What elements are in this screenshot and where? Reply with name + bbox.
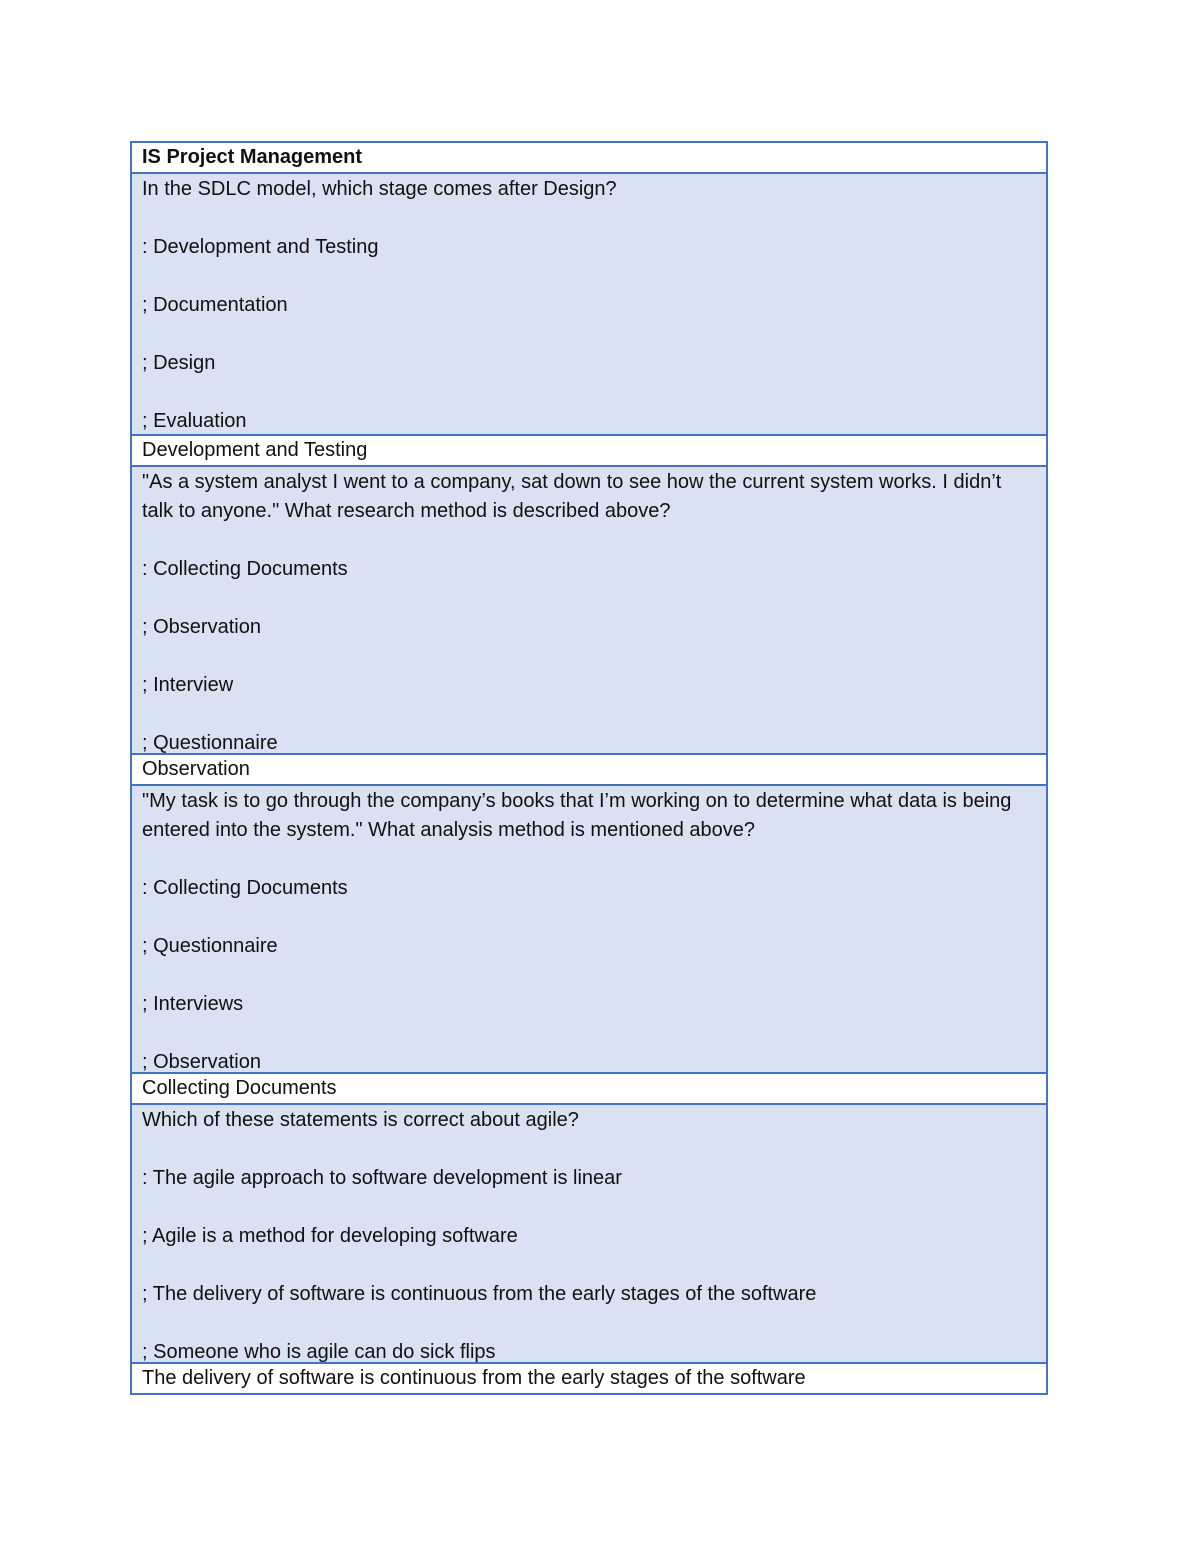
option-item: ; The delivery of software is continuous from the early stages of the software	[142, 1283, 817, 1305]
document-title: IS Project Management	[132, 143, 1046, 174]
question-text: "As a system analyst I went to a company, sat down to see how the current system works. I didn’t talk to anyone." What research method is described above?	[142, 471, 1002, 522]
answer-cell: Observation	[132, 755, 1046, 786]
option-item: ; Someone who is agile can do sick flips	[142, 1341, 496, 1363]
option-item: : Collecting Documents	[142, 558, 348, 580]
question-cell	[132, 1105, 1046, 1364]
option-item: ; Observation	[142, 1051, 261, 1073]
option-item: ; Agile is a method for developing software	[142, 1225, 518, 1247]
option-item: : The agile approach to software development is linear	[142, 1167, 622, 1189]
option-item: ; Design	[142, 352, 216, 374]
option-item: ; Questionnaire	[142, 935, 278, 957]
option-item: ; Documentation	[142, 294, 288, 316]
option-item: ; Interviews	[142, 993, 244, 1015]
quiz-table	[130, 141, 1048, 1395]
answer-cell: Development and Testing	[132, 436, 1046, 467]
option-item: : Development and Testing	[142, 236, 379, 258]
option-item: ; Interview	[142, 674, 234, 696]
question-cell	[132, 174, 1046, 436]
question-cell	[132, 786, 1046, 1074]
answer-cell: The delivery of software is continuous from the early stages of the software	[132, 1364, 1046, 1395]
option-item: ; Observation	[142, 616, 261, 638]
option-item: : Collecting Documents	[142, 877, 348, 899]
option-item: ; Evaluation	[142, 410, 247, 432]
option-item: ; Questionnaire	[142, 732, 278, 754]
question-text: In the SDLC model, which stage comes after Design?	[142, 178, 617, 200]
question-cell	[132, 467, 1046, 755]
question-text: "My task is to go through the company’s books that I’m working on to determine what data is being entered into the system." What analysis method is mentioned above?	[142, 790, 1012, 841]
question-text: Which of these statements is correct about agile?	[142, 1109, 579, 1131]
answer-cell: Collecting Documents	[132, 1074, 1046, 1105]
